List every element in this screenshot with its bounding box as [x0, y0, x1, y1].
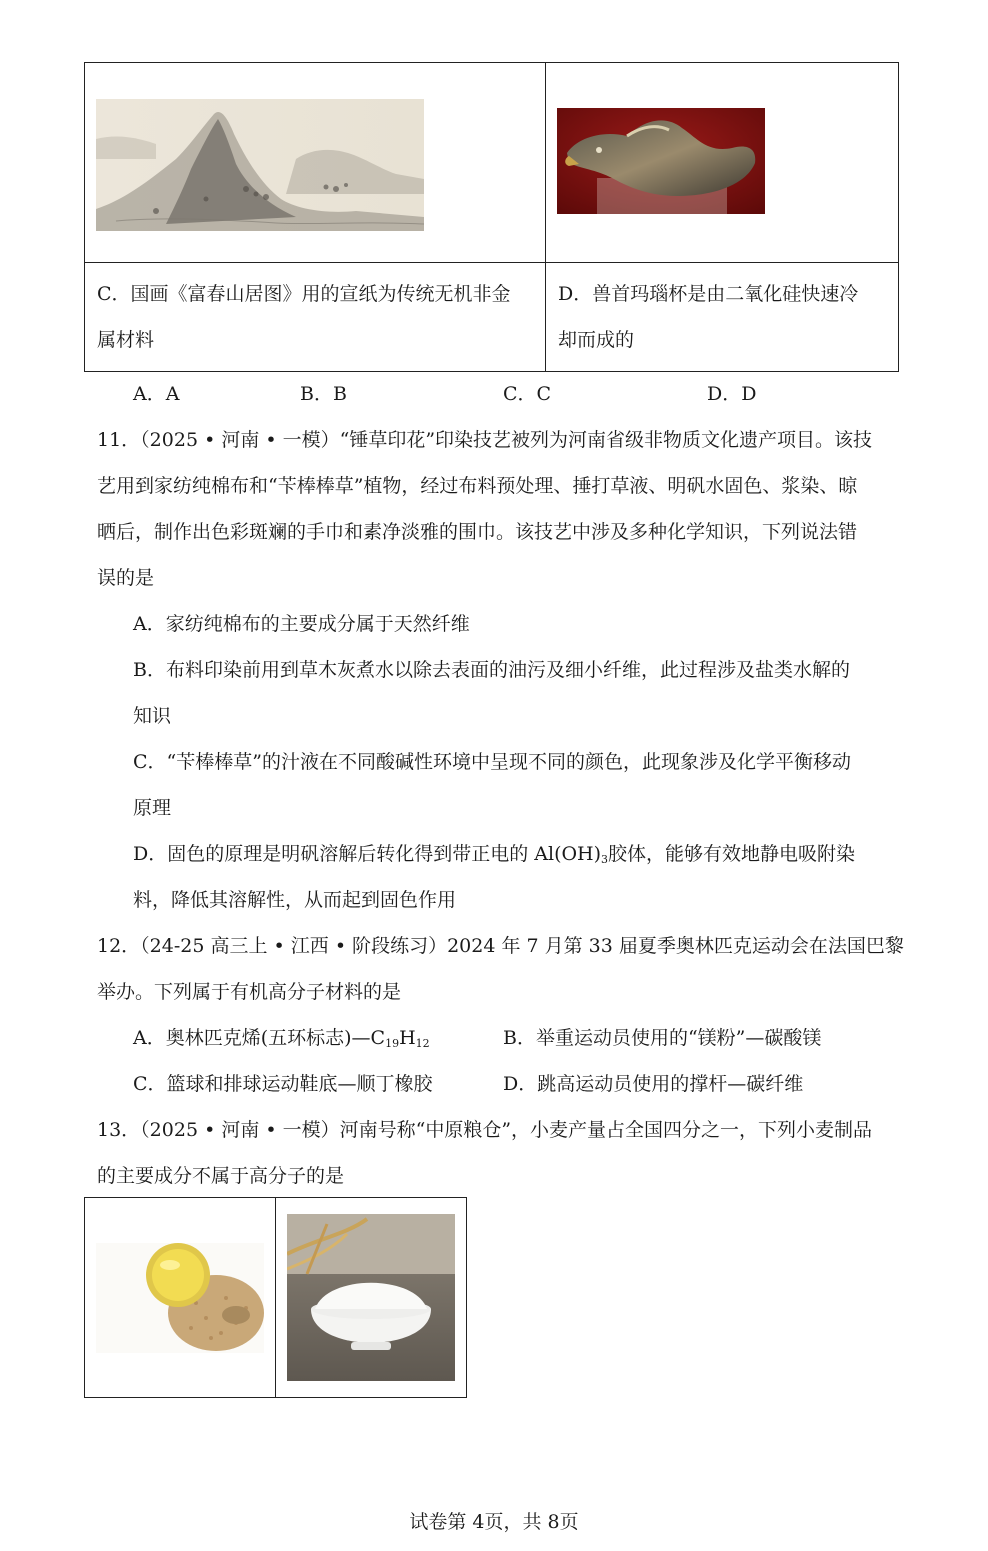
q13-stem-line2: 的主要成分不属于高分子的是: [97, 1165, 345, 1187]
q11-stem-line4: 误的是: [97, 567, 155, 589]
q10-choice-c: C．C: [503, 383, 552, 405]
q12-stem-line2: 举办。下列属于有机高分子材料的是: [97, 981, 402, 1003]
q11-option-b-line1: B．布料印染前用到草木灰煮水以除去表面的油污及细小纤维，此过程涉及盐类水解的: [133, 659, 850, 681]
q10-choice-d: D．D: [707, 383, 757, 405]
q11-stem-line3: 晒后，制作出色彩斑斓的手巾和素净淡雅的围巾。该技艺中涉及多种化学知识，下列说法错: [97, 521, 858, 543]
q10-cell-c-text: [85, 263, 546, 372]
fuchun-painting-image: [96, 99, 424, 231]
q11-option-d-line1: D．固色的原理是明矾溶解后转化得到带正电的 $Al(OH)_3$胶体，能够有效地静电吸附染: [133, 843, 856, 866]
q11-option-a: A．家纺纯棉布的主要成分属于天然纤维: [133, 613, 470, 635]
q11-option-d-line2: 料，降低其溶解性，从而起到固色作用: [133, 889, 457, 911]
q12-stem-line1: 12．（24-25 高三上 • 江西 • 阶段练习）2024 年 7 月第 33 届夏季奥林匹克运动会在法国巴黎: [97, 935, 904, 957]
q11-stem-line1: 11．（2025 • 河南 • 一模）“锤草印花”印染技艺被列为河南省级非物质文化遗产项目。该技: [97, 429, 873, 451]
q13-stem-line1: 13．（2025 • 河南 • 一模）河南号称“中原粮仓”，小麦产量占全国四分之一，下列小麦制品: [97, 1119, 873, 1141]
q10-option-c-text-line1: C．国画《富春山居图》用的宣纸为传统无机非金: [97, 283, 511, 305]
q10-cell-d-text: [546, 263, 899, 372]
q11-option-c-line2: 原理: [133, 797, 172, 819]
q10-option-c-text-line2: 属材料: [97, 329, 155, 351]
q11-stem-line2: 艺用到家纺纯棉布和“苄棒棒草”植物，经过布料预处理、捶打草液、明矾水固色、浆染、晾: [97, 475, 858, 497]
q11-option-c-line1: C．“苄棒棒草”的汁液在不同酸碱性环境中呈现不同的颜色，此现象涉及化学平衡移动: [133, 751, 851, 773]
q12-option-a: A．奥林匹克烯(五环标志)$—C_{19}H_{12}$: [133, 1027, 430, 1050]
q10-choice-b: B．B: [300, 383, 347, 405]
q12-option-b: B．举重运动员使用的“镁粉”—碳酸镁: [503, 1027, 822, 1049]
wheat-oil-image: [96, 1243, 264, 1353]
q11-option-b-line2: 知识: [133, 705, 172, 727]
flour-bowl-image: [287, 1214, 455, 1381]
page-footer: 试卷第 4页，共 8页: [409, 1511, 579, 1533]
q10-option-d-text-line1: D．兽首玛瑙杯是由二氧化硅快速冷: [558, 283, 859, 305]
agate-cup-image: [557, 108, 765, 214]
q10-option-d-text-line2: 却而成的: [558, 329, 635, 351]
q12-option-d: D．跳高运动员使用的撑杆—碳纤维: [503, 1073, 804, 1095]
q10-choice-a: A．A: [133, 383, 180, 405]
q12-option-c: C．篮球和排球运动鞋底—顺丁橡胶: [133, 1073, 433, 1095]
